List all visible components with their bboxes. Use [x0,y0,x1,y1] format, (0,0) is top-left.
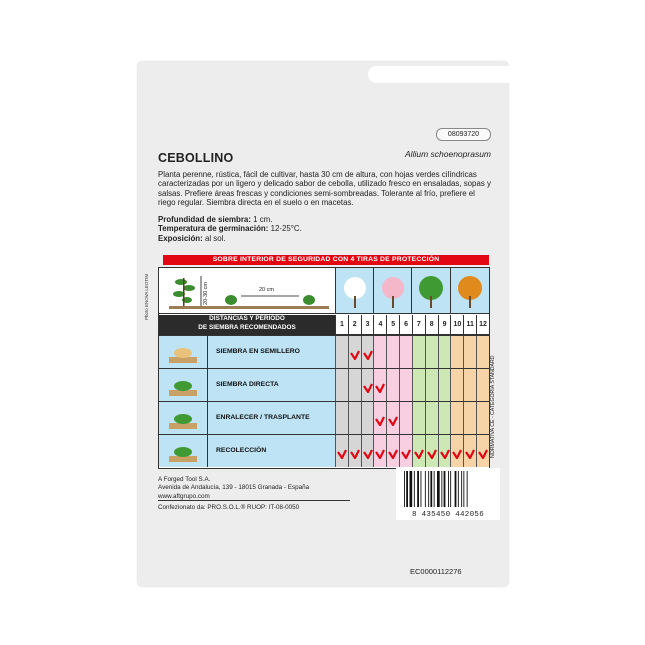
row-label: SIEMBRA DIRECTA [216,380,279,388]
month-number: 7 [412,315,425,335]
barcode-bar [430,471,432,507]
divider [158,500,350,501]
company-website: www.aftgrupo.com [158,492,210,500]
barcode-bar [463,471,464,507]
month-number: 4 [373,315,386,335]
harvest-basket-icon [159,434,207,467]
product-title: CEBOLLINO [158,151,234,165]
barcode-bar [437,471,440,507]
row-label: SIEMBRA EN SEMILLERO [216,347,300,355]
plant-height-label: 20-30 cm [203,282,209,305]
barcode-bar [434,471,435,507]
photo-credit: Photo ENOVA LEOTIM [144,273,149,321]
barcode-bar [428,471,429,507]
month-number: 12 [476,315,489,335]
barcode-bar [441,471,442,507]
seed-tray-icon [159,335,207,368]
safety-banner: SOBRE INTERIOR DE SEGURIDAD CON 4 TIRAS DE PROTECCIÓN [163,255,489,265]
summer-tree-icon [411,268,450,314]
barcode-bar [425,471,426,507]
check-mark-icon [388,446,398,464]
seed-packet [138,62,508,586]
plant-spacing-illustration [159,268,335,314]
barcode-bar [404,471,405,507]
barcode-bar [467,471,468,507]
spring-tree-icon [373,268,411,314]
direct-sowing-icon [159,368,207,401]
check-mark-icon [440,446,450,464]
month-number: 5 [386,315,399,335]
month-number: 2 [348,315,361,335]
calendar-row [207,401,335,434]
barcode-bar [455,471,457,507]
winter-tree-icon [335,268,373,314]
row-divider [335,368,489,369]
barcode-bar [448,471,449,507]
month-number: 10 [450,315,463,335]
check-mark-icon [375,380,385,398]
calendar-row [207,434,335,467]
barcode-bar [417,471,419,507]
check-mark-icon [375,413,385,431]
check-mark-icon [452,446,462,464]
company-address: Avenida de Andalucía, 139 - 18015 Granada - España [158,484,310,492]
month-number: 9 [438,315,451,335]
check-mark-icon [363,347,373,365]
barcode-bar [421,471,422,507]
plant-spacing-label: 20 cm [259,287,274,293]
calendar-row [207,335,335,368]
check-mark-icon [465,446,475,464]
row-divider [335,335,489,336]
check-mark-icon [363,446,373,464]
row-divider [335,401,489,402]
row-divider [335,434,489,435]
check-mark-icon [478,446,488,464]
barcode [396,468,500,520]
barcode-bar [458,471,459,507]
barcode-bar [461,471,462,507]
regulation-text: NORMATIVA CE - CATEGORÍA STANDARD [490,355,496,459]
calendar-header: DISTANCIAS Y PERIODO DE SIEMBRA RECOMENDADOS [159,315,335,335]
check-mark-icon [414,446,424,464]
barcode-bar [450,471,451,507]
check-mark-icon [388,413,398,431]
check-mark-icon [363,380,373,398]
spec-exposure: Exposición: al sol. [158,233,226,243]
check-mark-icon [350,347,360,365]
month-number: 8 [425,315,438,335]
spec-temperature: Temperatura de germinación: 12-25°C. [158,224,302,234]
barcode-bar [444,471,446,507]
product-description: Planta perenne, rústica, fácil de cultivar, hasta 30 cm de altura, con hojas verdes cilíndricas caracterizadas por un ligero y delicado sabor de cebolla, utilizado fresco en ensaladas, sopas y salsas. Prefiere áreas frescas y condiciones semi-sombreadas. Tolerante al frío, prefiere el riego regular. Siembra directa en el suelo o en macetas. [158,170,491,207]
barcode-number: 8 435450 442056 [411,511,484,519]
packed-by: Confezionato da: PRO.S.O.L.® RUOP: IT-08-0050 [158,504,300,511]
autumn-tree-icon [450,268,489,314]
month-number: 3 [361,315,374,335]
barcode-bar [406,471,408,507]
hang-hole [368,66,518,83]
spec-depth: Profundidad de siembra: 1 cm. [158,215,273,224]
month-number: 6 [399,315,412,335]
sowing-specs [158,215,302,243]
product-code: 08093720 [436,128,491,141]
latin-name: Allium schoenoprasum [405,149,491,159]
barcode-bar [414,471,415,507]
check-mark-icon [337,446,347,464]
check-mark-icon [427,446,437,464]
check-mark-icon [350,446,360,464]
ec-code: EC0000112276 [410,567,462,576]
sowing-calendar [158,267,490,469]
check-mark-icon [401,446,411,464]
barcode-bar [410,471,413,507]
transplant-icon [159,401,207,434]
row-label: ENRALECER / TRASPLANTE [216,413,310,421]
row-label: RECOLECCIÓN [216,446,267,454]
calendar-row [207,368,335,401]
company-name: A Forged Tool S.A. [158,476,211,483]
month-number: 1 [335,315,348,335]
month-number: 11 [463,315,476,335]
plant-spacing-icon [159,268,335,314]
check-mark-icon [375,446,385,464]
company-info [158,476,309,501]
